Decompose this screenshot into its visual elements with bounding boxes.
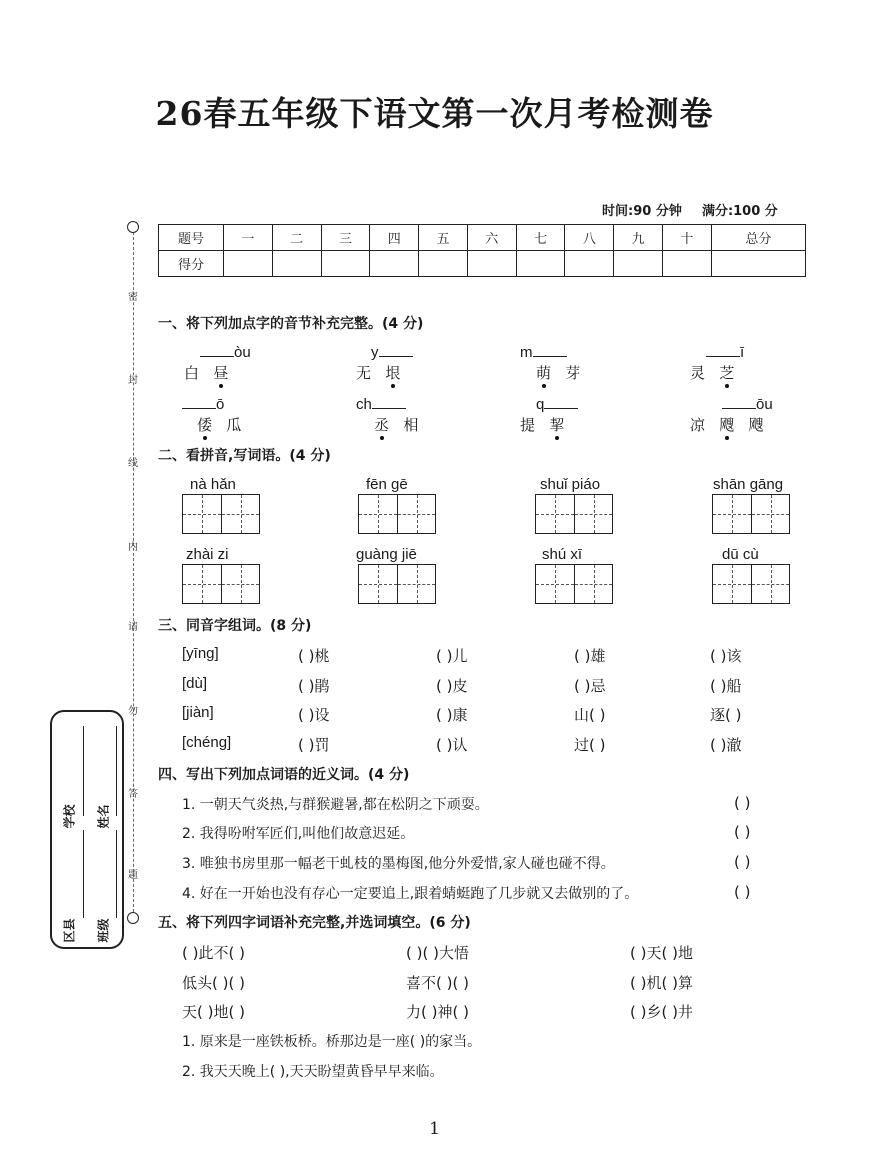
score-header-cell: 九 — [614, 225, 663, 251]
page-number: 1 — [429, 1119, 440, 1139]
idiom-blank[interactable]: ( )天( )地 — [630, 944, 693, 962]
score-header-cell: 二 — [272, 225, 321, 251]
writing-grid[interactable] — [712, 494, 790, 534]
student-info-box — [50, 710, 124, 949]
homophone-item[interactable]: ( )桃 — [298, 647, 330, 665]
district-label: 区县 — [62, 918, 77, 943]
homophone-item[interactable]: ( )康 — [436, 706, 468, 724]
writing-grid[interactable] — [535, 494, 613, 534]
section-1-heading: 一、将下列加点字的音节补充完整。(4 分) — [158, 316, 424, 332]
pinyin-blank-item[interactable]: y — [371, 341, 413, 361]
score-header-cell: 三 — [321, 225, 370, 251]
homophone-item[interactable]: ( )儿 — [436, 647, 468, 665]
word-item: 凉 飕 飕 — [690, 416, 764, 434]
word-item: 萌 芽 — [536, 364, 581, 382]
score-header-cell: 总分 — [711, 225, 805, 251]
synonym-answer[interactable]: ( ) — [734, 853, 751, 871]
fill-sentence[interactable]: 2. 我天天晚上( ),天天盼望黄昏早早来临。 — [182, 1064, 444, 1080]
exam-meta — [600, 200, 778, 219]
idiom-blank[interactable]: ( )机( )算 — [630, 974, 693, 992]
score-header-cell: 八 — [565, 225, 614, 251]
binding-hole-top — [127, 221, 139, 233]
pinyin-blank-item[interactable]: ī — [706, 341, 744, 361]
idiom-blank[interactable]: 低头( )( ) — [182, 974, 245, 992]
school-label: 学校 — [62, 804, 77, 829]
pinyin-blank-item[interactable]: ō — [182, 393, 224, 413]
writing-grid[interactable] — [358, 494, 436, 534]
score-row-label: 得分 — [159, 251, 224, 277]
pinyin-label: nà hǎn — [190, 476, 236, 493]
pinyin-label: shuǐ piáo — [540, 476, 601, 493]
score-cell[interactable] — [663, 251, 712, 277]
full-score: 满分:100 分 — [701, 204, 778, 219]
score-header-cell: 五 — [419, 225, 468, 251]
margin-char: 答 — [128, 789, 138, 800]
score-cell[interactable] — [516, 251, 565, 277]
word-item: 倭 瓜 — [197, 416, 242, 434]
margin-char: 题 — [128, 870, 138, 881]
score-cell[interactable] — [224, 251, 273, 277]
score-table-score-row — [159, 251, 806, 277]
homophone-item[interactable]: ( )忌 — [574, 677, 606, 695]
homophone-pinyin: [dù] — [182, 675, 208, 692]
school-field[interactable] — [83, 726, 84, 816]
score-header-cell: 七 — [516, 225, 565, 251]
word-item: 灵 芝 — [690, 364, 735, 382]
homophone-pinyin: [chéng] — [182, 734, 232, 751]
score-header-cell: 四 — [370, 225, 419, 251]
margin-char: 勿 — [128, 706, 138, 717]
score-table-header-row — [159, 225, 806, 251]
score-cell[interactable] — [614, 251, 663, 277]
pinyin-label: shān gāng — [713, 476, 784, 493]
score-header-cell: 十 — [663, 225, 712, 251]
writing-grid[interactable] — [358, 564, 436, 604]
homophone-item[interactable]: ( )皮 — [436, 677, 468, 695]
pinyin-label: shú xī — [542, 546, 583, 563]
section-2-heading: 二、看拼音,写词语。(4 分) — [158, 448, 331, 464]
writing-grid[interactable] — [712, 564, 790, 604]
score-header-cell: 六 — [467, 225, 516, 251]
homophone-item[interactable]: ( )认 — [436, 736, 468, 754]
fill-sentence[interactable]: 1. 原来是一座铁板桥。桥那边是一座( )的家当。 — [182, 1034, 482, 1050]
idiom-blank[interactable]: 天( )地( ) — [182, 1003, 245, 1021]
score-cell[interactable] — [419, 251, 468, 277]
word-item: 丞 相 — [374, 416, 419, 434]
section-5-heading: 五、将下列四字词语补充完整,并选词填空。(6 分) — [158, 915, 471, 931]
idiom-blank[interactable]: 力( )神( ) — [406, 1003, 469, 1021]
word-item: 白 昼 — [184, 364, 229, 382]
page-title: 26春五年级下语文第一次月考检测卷 — [155, 94, 714, 133]
synonym-question: 4. 好在一开始也没有存心一定要追上,跟着蜻蜓跑了几步就又去做别的了。 — [182, 886, 639, 902]
idiom-blank[interactable]: 喜不( )( ) — [406, 974, 469, 992]
homophone-item[interactable]: ( )罚 — [298, 736, 330, 754]
score-cell[interactable] — [565, 251, 614, 277]
homophone-item[interactable]: ( )鹃 — [298, 677, 330, 695]
idiom-blank[interactable]: ( )乡( )井 — [630, 1003, 693, 1021]
pinyin-blank-item[interactable]: ch — [356, 393, 406, 413]
idiom-blank[interactable]: ( )此不( ) — [182, 944, 245, 962]
margin-char: 请 — [128, 622, 138, 633]
pinyin-blank-item[interactable]: òu — [200, 341, 251, 361]
homophone-item[interactable]: 过( ) — [574, 736, 606, 754]
homophone-item[interactable]: ( )澈 — [710, 736, 742, 754]
homophone-pinyin: [jiàn] — [182, 704, 214, 721]
writing-grid[interactable] — [182, 494, 260, 534]
name-label: 姓名 — [96, 804, 111, 829]
score-cell[interactable] — [272, 251, 321, 277]
pinyin-label: fēn gē — [366, 476, 408, 493]
section-3-heading: 三、同音字组词。(8 分) — [158, 618, 312, 634]
district-field[interactable] — [83, 830, 84, 918]
score-cell[interactable] — [321, 251, 370, 277]
word-item: 提 挈 — [520, 416, 565, 434]
margin-char: 封 — [128, 375, 138, 386]
synonym-answer[interactable]: ( ) — [734, 823, 751, 841]
pinyin-label: zhài zi — [186, 546, 229, 563]
writing-grid[interactable] — [182, 564, 260, 604]
pinyin-label: dū cù — [722, 546, 759, 563]
score-table — [158, 224, 806, 277]
class-label: 班级 — [96, 918, 111, 943]
synonym-answer[interactable]: ( ) — [734, 794, 751, 812]
synonym-question: 3. 唯独书房里那一幅老干虬枝的墨梅图,他分外爱惜,家人碰也碰不得。 — [182, 856, 615, 872]
time-limit: 时间:90 分钟 — [602, 204, 682, 219]
synonym-answer[interactable]: ( ) — [734, 883, 751, 901]
score-cell[interactable] — [467, 251, 516, 277]
class-field[interactable] — [116, 830, 117, 918]
homophone-item[interactable]: ( )设 — [298, 706, 330, 724]
pinyin-label: guàng jiē — [356, 546, 417, 563]
homophone-item[interactable]: ( )船 — [710, 677, 742, 695]
score-header-cell: 题号 — [159, 225, 224, 251]
name-field[interactable] — [116, 726, 117, 816]
homophone-item[interactable]: 逐( ) — [710, 706, 742, 724]
margin-char: 内 — [128, 542, 138, 553]
score-cell[interactable] — [370, 251, 419, 277]
margin-char: 线 — [128, 458, 138, 469]
pinyin-blank-item[interactable]: ōu — [722, 393, 773, 413]
idiom-blank[interactable]: ( )( )大悟 — [406, 944, 469, 962]
homophone-item[interactable]: ( )雄 — [574, 647, 606, 665]
score-cell[interactable] — [711, 251, 805, 277]
writing-grid[interactable] — [535, 564, 613, 604]
word-item: 无 垠 — [356, 364, 401, 382]
margin-char: 密 — [128, 292, 138, 303]
pinyin-blank-item[interactable]: q — [536, 393, 578, 413]
homophone-item[interactable]: 山( ) — [574, 706, 606, 724]
score-header-cell: 一 — [224, 225, 273, 251]
synonym-question: 2. 我得吩咐军匠们,叫他们故意迟延。 — [182, 826, 415, 842]
section-4-heading: 四、写出下列加点词语的近义词。(4 分) — [158, 767, 410, 783]
homophone-pinyin: [yīng] — [182, 645, 219, 662]
homophone-item[interactable]: ( )该 — [710, 647, 742, 665]
pinyin-blank-item[interactable]: m — [520, 341, 567, 361]
binding-line — [133, 232, 134, 912]
binding-hole-bottom — [127, 912, 139, 924]
synonym-question: 1. 一朝天气炎热,与群猴避暑,都在松阴之下顽耍。 — [182, 797, 489, 813]
